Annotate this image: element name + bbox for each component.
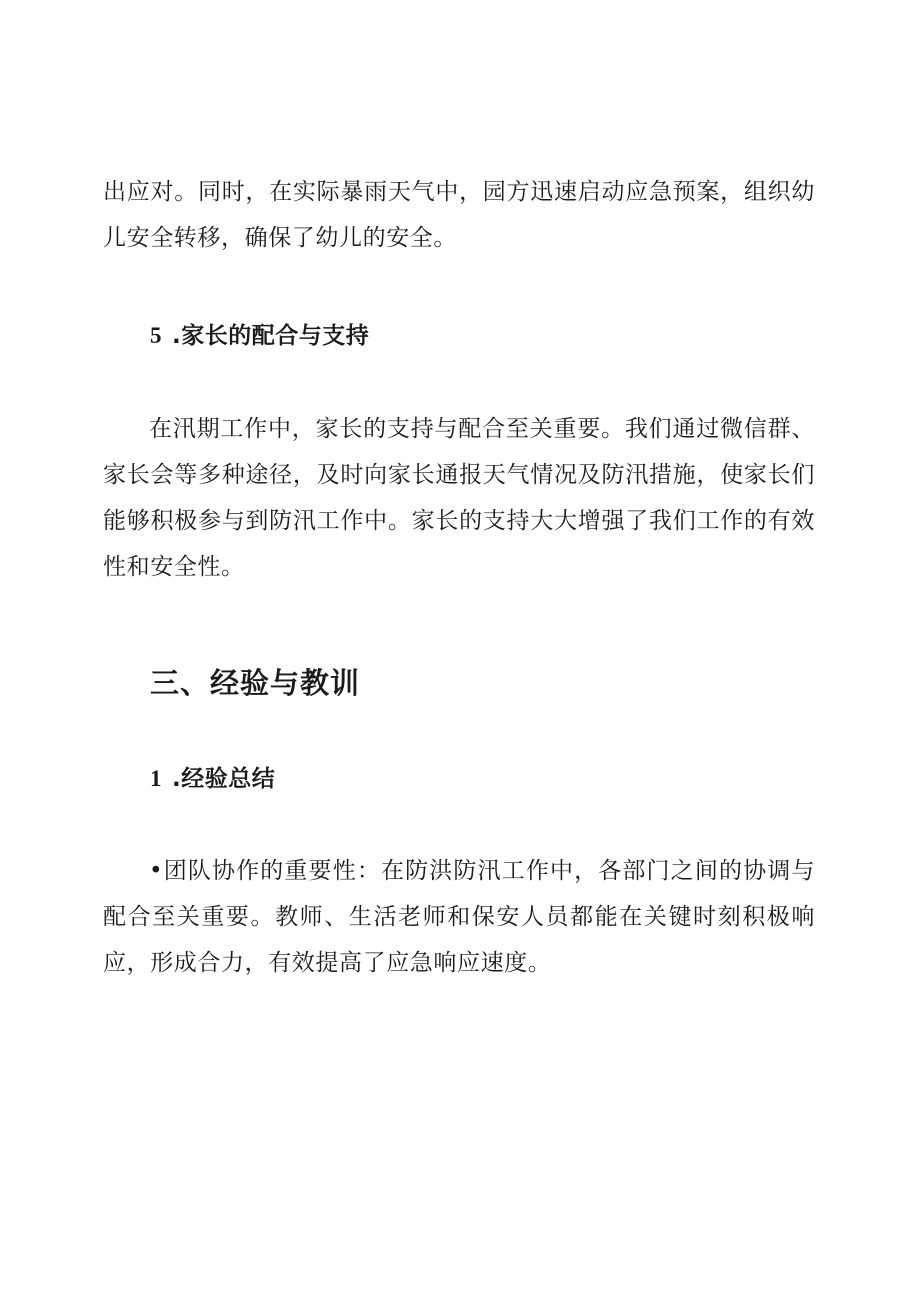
subsection-heading-5 [150, 321, 369, 351]
section-title: 三、经验与教训 [150, 666, 361, 700]
subsection-number: 1 [150, 766, 162, 791]
subsection-number: 5 [150, 323, 162, 348]
continued-paragraph: 出应对。同时，在实际暴雨天气中，园方迅速启动应急预案，组织幼儿安全转移，确保了幼儿的安全。 [103, 179, 815, 251]
subsection-title: .经验总结 [172, 766, 276, 792]
subsection-heading-1 [150, 764, 275, 794]
teamwork-paragraph: •团队协作的重要性：在防洪防汛工作中，各部门之间的协调与配合至关重要。教师、生活老师和保安人员都能在关键时刻积极响应，形成合力，有效提高了应急响应速度。 [103, 858, 815, 976]
subsection-title: .家长的配合与支持 [172, 323, 370, 349]
parents-paragraph: 在汛期工作中，家长的支持与配合至关重要。我们通过微信群、家长会等多种途径，及时向家长通报天气情况及防汛措施，使家长们能够积极参与到防汛工作中。家长的支持大大增强了我们工作的有效性和安全性。 [103, 416, 815, 580]
